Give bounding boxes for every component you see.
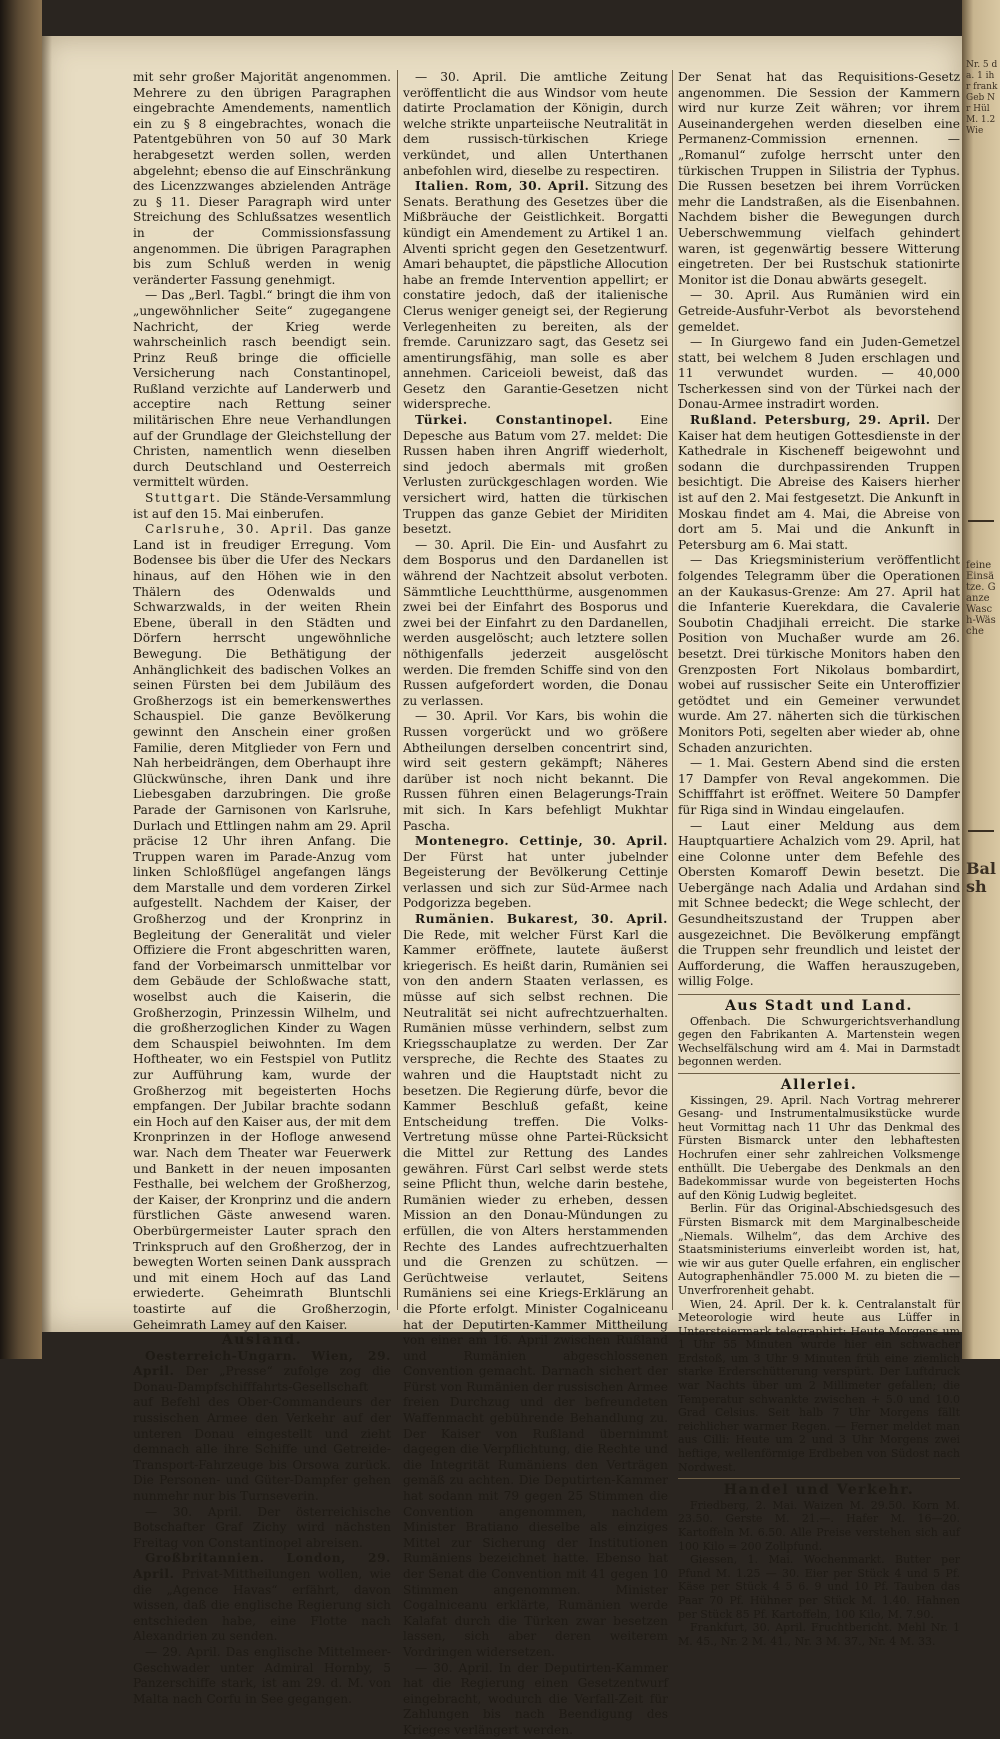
adjacent-page-text-bottom: Balsh [966,859,996,896]
paragraph-frankfurt: Frankfurt, 30. April. Fruchtbericht. Mehl Nr. 1 M. 45., Nr. 2 M. 41., Nr. 3 M. 37., Nr. 4 M. 33. [678,1621,960,1648]
paragraph-kissingen: Kissingen, 29. April. Nach Vortrag mehrerer Gesang- und Instrumentalmusikstücke wurde heut Vormittag nach 11 Uhr das Denkmal des Fürsten Bismarck unter den lebhaftesten Hochrufen einer sehr zahlreichen Volksmenge enthüllt. Die Uebergabe des Denkmals an den Badekommissar wurde von begeisterten Hochs auf den König Ludwig begleitet. [678,1093,960,1202]
paragraph-russia [678,413,960,553]
paragraph-text: Der Fürst hat unter jubelnder Begeisterung der Bevölkerung Cettinje verlassen und sich zur Süd-Armee nach Podgorizza begeben. [403,849,668,911]
paragraph-britain [133,1551,391,1645]
dateline: Großbritannien. London, 29. April. [133,1551,391,1581]
paragraph-berlin: Berlin. Für das Original-Abschiedsgesuch des Fürsten Bismarck mit dem Marginalbescheide „Niemals. Wilhelm“, das dem Archive des Staatsministeriums einverleibt worden ist, hat, wie wir aus guter Quelle erfahren, ein englischer Autographenhändler 75.000 M. zu bieten die — Unverfrorenheit gehabt. [678,1202,960,1297]
adjacent-page-text-top: Nr. 5 da. 1 ihr frank Geb Nr Hül M. 1.2 Wie [966,60,998,136]
paragraph-turkey [403,413,668,538]
paragraph-offenbach: Offenbach. Die Schwurgerichtsverhandlung gegen den Fabrikanten A. Martenstein wegen Wechselfälschung wird am 4. Mai in Darmstadt begonnen werden. [678,1014,960,1069]
paragraph-text: Privat-Mittheilungen wollen, wie die „Agence Havas“ erfährt, davon wissen, daß die englische Regierung sich entschieden habe, eine Flotte nach Alexandrien zu senden. [133,1567,391,1644]
paragraph-reval: — 1. Mai. Gestern Abend sind die ersten 17 Dampfer von Reval angekommen. Die Schifffahrt ist eröffnet. Weitere 50 Dampfer für Riga sind in Windau eingelaufen. [678,756,960,817]
paragraph-achalzich: — Laut einer Meldung aus dem Hauptquartiere Achalzich vom 29. April, hat eine Colonne unter dem Befehle des Obersten Komaroff Dewin besetzt. Die Uebergänge nach Adalia und Ardahan sind mit Schnee bedeckt; die Wege schlecht, der Gesundheitszustand der Truppen aber ausgezeichnet. Die Bevölkerung empfängt die Truppen sehr freundlich und leistet der Aufforderung, die Waffen herauszugeben, willig Folge. [678,818,960,989]
section-heading-allerlei: Allerlei. [780,1077,858,1093]
paragraph-romania-2: — 30. April. In der Deputirten-Kammer hat die Regierung einen Gesetzentwurf eingebracht, wodurch die Verfall-Zeit für Zahlungen bis nach Beendigung des Krieges verlängert werden. [403,1660,668,1737]
section-heading-stadt-land: Aus Stadt und Land. [725,998,913,1015]
adjacent-page-rule [968,830,994,832]
paragraph-caucasus: — Das Kriegsministerium veröffentlicht folgendes Telegramm über die Operationen an der Kaukasus-Grenze: Am 27. April hat die Infanterie Kuerekdara, die Cavalerie Soubotin Chadjihali erreicht. Die starke Position von Muchaßer wurde am 26. besetzt. Drei türkische Monitors haben den Grenzposten Fort Nikolaus bombardirt, wobei auf russischer Seite ein Unteroffizier getödtet und ein Gemeiner verwundet wurde. Am 27. näherten sich die türkischen Monitors Poti, segelten aber wieder ab, ohne Schaden anzurichten. [678,553,960,755]
adjacent-page-strip [962,0,1000,1359]
dateline: Stuttgart. [145,491,222,506]
paragraph-carlsruhe [133,522,391,1333]
paragraph-text: Die Stände-Versammlung ist auf den 15. Mai einberufen. [133,491,391,521]
paragraph-text: Sitzung des Senats. Berathung des Gesetzes über die Mißbräuche der Geistlichkeit. Borgatti kündigt ein Amendement zu Artikel 1 an. Alventi spricht gegen den Gesetzentwurf. Amari behauptet, die päpstliche Allocution habe an fremde Intervention appellirt; er constatire jedoch, daß der italienische Clerus weniger geneigt sei, der Regierung Verlegenheiten zu bereiten, als der fremde. Carunizzaro sagt, das Gesetz sei amentirungsfähig, man solle es aber annehmen. Cariceioli beweist, daß das Gesetz den Garantie-Gesetzen nicht widerspreche. [403,179,668,412]
dateline: Türkei. Constantinopel. [415,413,614,428]
section-heading-ausland: Ausland. [221,1332,303,1349]
paragraph-berl-tagbl: — Das „Berl. Tagbl.“ bringt die ihm von „ungewöhnlicher Seite“ zugegangene Nachricht, der Krieg werde wahrscheinlich rasch beendigt sein. Prinz Reuß bringe die officielle Versicherung nach Constantinopel, Rußland verzichte auf Landerwerb und acceptire nach Rettung seiner militärischen Ehre neue Verhandlungen auf der Grundlage der Gleichstellung der Christen, namentlich wenn dieselben durch Deutschland und Oesterreich vermittelt würden. [133,288,391,490]
section-divider [678,994,960,995]
paragraph-text: Das ganze Land ist in freudiger Erregung. Vom Bodensee bis über die Ufer des Neckars hinaus, auf den Höhen wie in den Thälern des Odenwalds und Schwarzwalds, in der weiten Rhein Ebene, überall in den Städten und Dörfern herrscht ungewöhnliche Bewegung. Die Bethätigung der Anhänglichkeit des badischen Volkes an seinen Fürsten bei dem Jubiläum des Großherzogs ist ein bemerkenswerthes Schauspiel. Die ganze Bevölkerung gewinnt den Anschein einer großen Familie, deren Mitglieder von Fern und Nah herbeidrängen, dem Oberhaupt ihre Glückwünsche, ihren Dank und ihre Liebesgaben darzubringen. Die große Parade der Garnisonen von Karlsruhe, Durlach und Ettlingen nahm am 29. April präcise 12 Uhr ihren Anfang. Die Truppen waren im Parade-Anzug vom linken Schloßflügel angefangen längs dem Marstalle und dem vorderen Zirkel aufgestellt. Nachdem der Kaiser, der Großherzog und der Kronprinz in Begleitung der Generalität und vieler Offiziere die Front abgeschritten waren, fand der Vorbeimarsch unmittelbar vor dem Gebäude der Schloßwache statt, woselbst auch die Kaiserin, die Großherzogin, Prinzessin Wilhelm, und die großherzoglichen Kinder zu Wagen dem Schauspiel beiwohnten. Im dem Hoftheater, wo ein Festspiel von Putlitz zur Aufführung kam, wurde der Großherzog mit begeisterten Hochs empfangen. Der Jubilar brachte sodann ein Hoch auf den Kaiser aus, der mit dem Kronprinzen in der Hofloge anwesend war. Nach dem Theater war Feuerwerk und Bankett in der neuen imposanten Festhalle, bei welchem der Großherzog, der Kaiser, der Kronprinz und die andern fürstlichen Gäste anwesend waren. Oberbürgermeister Lauter sprach den Trinkspruch auf den Großherzog, der in bewegten Worten seinen Dank aussprach und mit einem Hoch auf das Land erwiederte. Geheimrath Bluntschli toastirte auf die Großherzogin, Geheimrath Lamey auf den Kaiser. [133,522,392,1332]
paragraph-text: Eine Depesche aus Batum vom 27. meldet: Die Russen haben ihren Angriff wiederholt, sind jedoch abermals mit großen Verlusten zurückgeschlagen worden. Wie versichert wird, hatten die türkischen Truppen das ganze Gebiet der Miriditen besetzt. [403,413,668,537]
paragraph-britain-2: — 29. April. Das englische Mittelmeer-Geschwader unter Admiral Hornby, 5 Panzerschiffe stark, ist am 29. d. M. von Malta nach Corfu in See gegangen. [133,1644,391,1706]
dateline: Rußland. Petersburg, 29. April. [690,413,931,428]
column-3 [678,70,961,1648]
column-rule-2 [672,70,673,1310]
paragraph-stuttgart [133,491,391,522]
paragraph-patent-law: mit sehr großer Majorität angenommen. Mehrere zu den übrigen Paragraphen eingebrachte Amendements, namentlich ein zu § 8 eingebrachtes, wonach die Patentgebühren von 50 auf 30 Mark herabgesetzt werden sollen, werden abgelehnt; ebenso die auf Einschränkung des Licenzzwanges abzielenden Anträge zu § 11. Dieser Paragraph wird unter Streichung des Schlußsatzes wesentlich in der Commissionsfassung angenommen. Die übrigen Paragraphen bis zum Schluß werden in wenig veränderter Fassung genehmigt. [133,70,391,287]
adjacent-page-text-middle: feine Einsätze. Ganze Wasch-Wäsche [966,560,996,637]
page-edge-shadow [42,36,52,1332]
section-heading-handel: Handel und Verkehr. [723,1482,915,1499]
paragraph-proclamation: — 30. April. Die amtliche Zeitung veröffentlicht die aus Windsor vom heute datirte Proclamation der Königin, durch welche strikte unparteiische Neutralität in dem russisch-türkischen Kriege verkündet, und allen Unterthanen anbefohlen wird, dieselbe zu respectiren. [403,70,668,178]
paragraph-austria [133,1349,391,1505]
paragraph-friedberg: Friedberg, 2. Mai. Waizen M. 29.50. Korn M. 23.50. Gerste M. 21.—. Hafer M. 16—20. Kartoffeln M. 6.50. Alle Preise verstehen sich auf 100 Kilo = 200 Zollpfund. [678,1498,960,1553]
paragraph-italy [403,179,668,413]
section-divider [678,1073,960,1074]
column-1 [133,70,392,1706]
adjacent-page-rule [968,520,994,522]
column-2 [403,70,668,1737]
dateline: Italien. Rom, 30. April. [415,179,590,194]
dateline: Carlsruhe, 30. April. [145,522,315,537]
paragraph-text: Der Kaiser hat dem heutigen Gottesdienste in der Kathedrale in Kischeneff beigewohnt und sodann die durchpassirenden Truppen besichtigt. Die Abreise des Kaisers hierher ist auf den 2. Mai festgesetzt. Die Ankunft in Moskau findet am 4. Mai, die Abreise von dort am 5. Mai und die Ankunft in Petersburg am 6. Mai statt. [678,413,961,552]
paragraph-turkey-2: — 30. April. Die Ein- und Ausfahrt zu dem Bosporus und den Dardanellen ist während der Nachtzeit absolut verboten. Sämmtliche Leuchtthürme, ausgenommen zwei bei der Einfahrt des Bosporus und zwei bei der Einfahrt zu den Dardanellen, werden ausgelöscht; auch letztere sollen nöthigenfalls jederzeit ausgelöscht werden. Die fremden Schiffe sind von den Russen aufgefordert worden, die Donau zu verlassen. [403,537,668,708]
paragraph-romania [403,912,668,1661]
paragraph-giessen: Giessen, 1. Mai. Wochenmarkt. Butter per Pfund M. 1.25 — 30. Eier per Stück 4 und 5 Pf. Käse per Stück 4 5 6. 9 und 10 Pf. Tauben das Paar 70 Pf. Hühner per Stück M. 1.40. Hahnen per Stück 85 Pf. Kartoffeln, 100 Kilo, M. 7.90. [678,1553,960,1621]
paragraph-montenegro [403,834,668,912]
paragraph-giurgewo: — In Giurgewo fand ein Juden-Gemetzel statt, bei welchem 8 Juden erschlagen und 11 verwundet wurden. — 40,000 Tscherkessen sind von der Türkei nach der Donau-Armee instradirt worden. [678,335,960,412]
paragraph-romania-export: — 30. April. Aus Rumänien wird ein Getreide-Ausfuhr-Verbot als bevorstehend gemeldet. [678,288,960,334]
paragraph-wien: Wien, 24. April. Der k. k. Centralanstalt für Meteorologie wird heute aus Lüffer in Untersteiermark telegraphirt: Heute Morgens um 1 Uhr 55 Minuten wurde hier ein schwacher Erdstoß, um 3 Uhr 9 Minuten früh eine ziemlich starke Erderschütterung verspürt. Der Luftdruck war Nachts über um 2 Millimeter gefallen; die Temperatur schwankte zwischen + 5.0 und 10.0 Grad Celsius. Seit halb 7 Uhr Morgens fällt reichlicher warmer Regen. — Ferner meldet man aus Cilli: Heute um 2 und 3 Uhr Morgens zwei heftige, wellenförmige Erdbeben von Südost nach Nordwest. [678,1297,960,1474]
dateline: Rumänien. Bukarest, 30. April. [415,912,668,927]
paragraph-text: Der „Presse“ zufolge zog die Donau-Dampfschifffahrts-Gesellschaft auf Befehl des Ober-Commandeurs der russischen Armee den Verkehr auf der unteren Donau eingestellt und zieht demnach alle ihre Schiffe und Getreide-Transport-Fahrzeuge bis Orsowa zurück. Die Personen- und Güter-Dampfer gehen nunmehr nur bis Turnseverin. [133,1364,391,1504]
paragraph-text: Die Rede, mit welcher Fürst Karl die Kammer eröffnete, lautete äußerst kriegerisch. Es heißt darin, Rumänien sei von den andern Staaten verlassen, es müsse auf sich selbst rechnen. Die Neutralität sei nicht aufrechtzuerhalten. Rumänien müsse verhindern, selbst zum Kriegsschauplatze zu werden. Der Zar verspreche, die Rechte des Staates zu wahren und die Hauptstadt nicht zu besetzen. Die Regierung dürfe, bevor die Kammer Beschluß gefaßt, keine Entscheidung treffen. Die Volks-Vertretung müsse ohne Partei-Rücksicht die Mittel zur Rettung des Landes gewähren. Fürst Carl selbst werde stets seine Pflicht thun, welche darin bestehe, Rumänien wieder zu erheben, dessen Mission an den Donau-Mündungen zu erfüllen, die von Alters herstammenden Rechte des Landes aufrechtzuerhalten und die Grenzen zu schützen. — Gerüchtweise verlautet, Seitens Rumäniens sei eine Kriegs-Erklärung an die Pforte erfolgt. Minister Cogalniceanu hat der Deputirten-Kammer Mittheilung von einer am 16. April zwischen Rußland und Rumänien abgeschlossenen Convention gemacht. Darnach sichert der Fürst von Rumänien der russischen Armee freien Durchzug und der befreundeten Waffenmacht gebührende Behandlung zu. Der Kaiser von Rußland übernimmt dagegen die Verpflichtung, die Rechte und die Integrität Rumäniens den Verträgen gemäß zu achten. Die Deputirten-Kammer hat sodann mit 79 gegen 25 Stimmen die Convention angenommen, nachdem Minister Bratiano dieselbe als einziges Mittel zur Sicherung der Institutionen Rumäniens bezeichnet hatte. Ebenso hat der Senat die Convention mit 41 gegen 10 Stimmen angenommen. Minister Cogalniceanu erklärte, Rumänien werde Kalafat durch die Türken zwar besetzen lassen, sich aber deren weiterem Vordringen widersetzen. [403,927,668,1659]
paragraph-senate: Der Senat hat das Requisitions-Gesetz angenommen. Die Session der Kammern wird nur kurze Zeit währen; vor ihrem Auseinandergehen werden dieselben eine Permanenz-Commission ernennen. — „Romanul“ zufolge herrscht unter den türkischen Truppen in Silistria der Typhus. Die Russen besetzen bei ihrem Vorrücken mehr die Landstraßen, als die Eisenbahnen. Nachdem bisher die Bewegungen durch Ueberschwemmung vielfach gehindert waren, ist gegenwärtig bessere Witterung eingetreten. Der bei Rustschuk stationirte Monitor ist die Donau abwärts gesegelt. [678,70,960,287]
column-rule-1 [397,70,398,1310]
section-divider [678,1478,960,1479]
paragraph-turkey-3: — 30. April. Vor Kars, bis wohin die Russen vorgerückt und wo größere Abtheilungen derselben concentrirt sind, wird seit gestern gekämpft; Näheres darüber ist noch nicht bekannt. Die Russen führen einen Belagerungs-Train mit sich. In Kars befehligt Mukhtar Pascha. [403,709,668,833]
dateline: Oesterreich-Ungarn. Wien, 29. April. [133,1348,391,1379]
dateline: Montenegro. Cettinje, 30. April. [415,834,668,849]
paragraph-austria-2: — 30. April. Der österreichische Botschafter Graf Zichy wird nächsten Freitag von Constantinopel abreisen. [133,1504,391,1550]
book-binding-left [0,0,42,1359]
